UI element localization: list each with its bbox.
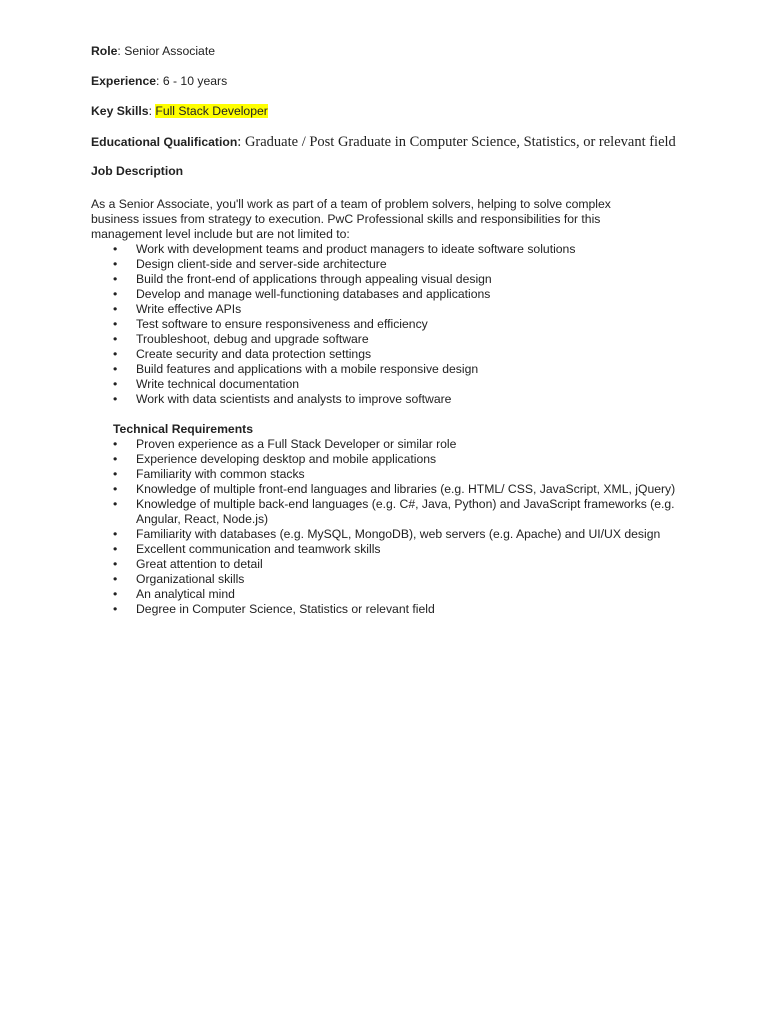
responsibility-item xyxy=(113,377,728,392)
requirement-item xyxy=(113,572,703,587)
job-description-intro: As a Senior Associate, you'll work as part of a team of problem solvers, helping to solve complex business issues from strategy to execution. PwC Professional skills and responsibilities for this management level include but are not limited to: xyxy=(91,197,611,241)
responsibility-item xyxy=(113,257,728,272)
job-description-list xyxy=(91,242,728,407)
technical-requirements-list xyxy=(91,437,703,617)
requirement-item-text: Excellent communication and teamwork skills xyxy=(136,542,381,556)
responsibility-item-text: Troubleshoot, debug and upgrade software xyxy=(136,332,369,346)
responsibility-item xyxy=(113,287,728,302)
responsibility-item-text: Write technical documentation xyxy=(136,377,300,391)
requirement-item-text: Degree in Computer Science, Statistics or relevant field xyxy=(136,602,435,616)
responsibility-item xyxy=(113,302,728,317)
requirement-item-text: Organizational skills xyxy=(136,572,245,586)
education-label: Educational Qualification xyxy=(91,135,238,149)
responsibility-item-text: Develop and manage well-functioning databases and applications xyxy=(136,287,491,301)
requirement-item xyxy=(113,557,703,572)
bullet-glyph: • xyxy=(113,602,118,616)
key-skills-value: Full Stack Developer xyxy=(155,104,268,118)
responsibility-item xyxy=(113,317,728,332)
bullet-glyph: • xyxy=(113,527,118,541)
requirement-item-text: Proven experience as a Full Stack Developer or similar role xyxy=(136,437,457,451)
bullet-glyph: • xyxy=(113,467,118,481)
bullet-glyph: • xyxy=(113,482,118,496)
technical-requirements-heading: Technical Requirements xyxy=(113,422,253,436)
requirement-item xyxy=(113,587,703,602)
key-skills-label: Key Skills xyxy=(91,104,149,118)
responsibility-item-text: Build the front-end of applications through appealing visual design xyxy=(136,272,492,286)
experience-line: Experience: 6 - 10 years xyxy=(91,74,228,88)
requirement-item xyxy=(113,542,703,557)
bullet-glyph: • xyxy=(113,242,118,256)
key-skills-line: Key Skills: Full Stack Developer xyxy=(91,104,268,118)
responsibility-item-text: Work with development teams and product managers to ideate software solutions xyxy=(136,242,576,256)
requirement-item-text: Great attention to detail xyxy=(136,557,263,571)
requirement-item xyxy=(113,437,703,452)
requirement-item-text: Familiarity with common stacks xyxy=(136,467,305,481)
responsibility-item xyxy=(113,272,728,287)
bullet-glyph: • xyxy=(113,377,118,391)
requirement-item xyxy=(113,602,703,617)
education-line: Educational Qualification: Graduate / Post Graduate in Computer Science, Statistics, or relevant field xyxy=(91,134,676,150)
requirement-item-text: Experience developing desktop and mobile applications xyxy=(136,452,437,466)
experience-label: Experience xyxy=(91,74,157,88)
bullet-glyph: • xyxy=(113,272,118,286)
responsibility-item-text: Create security and data protection settings xyxy=(136,347,372,361)
bullet-glyph: • xyxy=(113,287,118,301)
responsibility-item-text: Design client-side and server-side architecture xyxy=(136,257,387,271)
bullet-glyph: • xyxy=(113,542,118,556)
requirement-item xyxy=(113,467,703,482)
bullet-glyph: • xyxy=(113,452,118,466)
bullet-glyph: • xyxy=(113,557,118,571)
role-line: Role: Senior Associate xyxy=(91,44,215,58)
responsibility-item xyxy=(113,242,728,257)
responsibility-item-text: Build features and applications with a mobile responsive design xyxy=(136,362,479,376)
bullet-glyph: • xyxy=(113,587,118,601)
job-description-heading: Job Description xyxy=(91,164,184,178)
responsibility-item-text: Test software to ensure responsiveness and efficiency xyxy=(136,317,428,331)
experience-value: 6 - 10 years xyxy=(162,74,228,88)
requirement-item xyxy=(113,497,703,527)
bullet-glyph: • xyxy=(113,257,118,271)
responsibility-item xyxy=(113,347,728,362)
bullet-glyph: • xyxy=(113,362,118,376)
bullet-glyph: • xyxy=(113,302,118,316)
requirement-item xyxy=(113,527,703,542)
bullet-glyph: • xyxy=(113,347,118,361)
education-value: Graduate / Post Graduate in Computer Science, Statistics, or relevant field xyxy=(244,134,676,150)
role-value: Senior Associate xyxy=(124,44,215,58)
responsibility-item-text: Work with data scientists and analysts to improve software xyxy=(136,392,452,406)
responsibility-item xyxy=(113,332,728,347)
bullet-glyph: • xyxy=(113,437,118,451)
requirement-item-text: An analytical mind xyxy=(136,587,235,601)
bullet-glyph: • xyxy=(113,497,118,511)
requirement-item xyxy=(113,452,703,467)
role-label: Role xyxy=(91,44,118,58)
bullet-glyph: • xyxy=(113,392,118,406)
bullet-glyph: • xyxy=(113,317,118,331)
responsibility-item-text: Write effective APIs xyxy=(136,302,242,316)
bullet-glyph: • xyxy=(113,572,118,586)
requirement-item-text: Familiarity with databases (e.g. MySQL, MongoDB), web servers (e.g. Apache) and UI/UX design xyxy=(136,527,661,541)
requirement-item xyxy=(113,482,703,497)
bullet-glyph: • xyxy=(113,332,118,346)
responsibility-item xyxy=(113,362,728,377)
responsibility-item xyxy=(113,392,728,407)
requirement-item-text: Knowledge of multiple front-end languages and libraries (e.g. HTML/ CSS, JavaScript, XML, jQuery) xyxy=(136,482,676,496)
requirement-item-text: Knowledge of multiple back-end languages (e.g. C#, Java, Python) and JavaScript frameworks (e.g. Angular, React, Node.js) xyxy=(136,497,675,526)
